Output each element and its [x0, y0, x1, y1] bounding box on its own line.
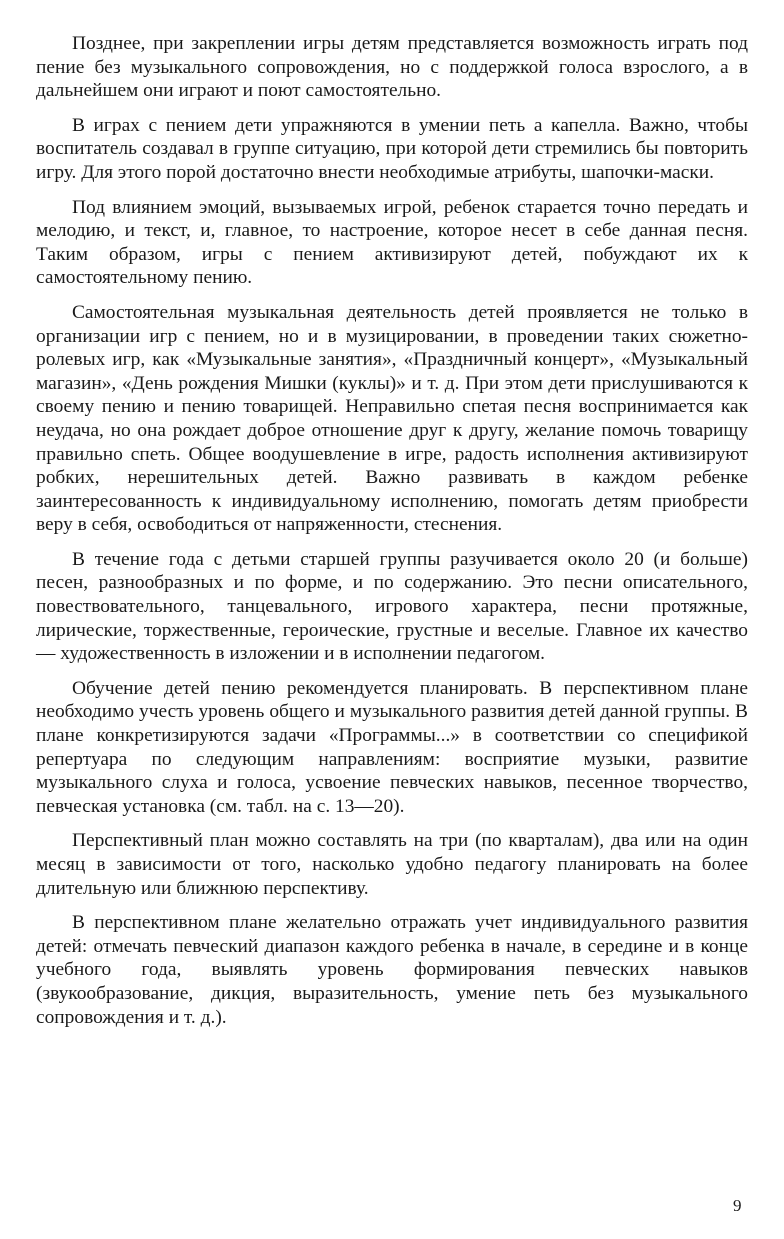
paragraph: В играх с пением дети упражняются в умении петь a капелла. Важно, чтобы воспитатель создавал в группе ситуацию, при которой дети стремились бы повторить игру. Для этого порой достаточно внести необходимые атрибуты, шапочки-маски. — [36, 114, 748, 183]
paragraph: В течение года с детьми старшей группы разучивается около 20 (и больше) песен, разнообразных и по форме, и по содержанию. Это песни описательного, повествовательного, танцевального, игрового характера, песни протяжные, лирические, торжественные, героические, грустные и веселые. Главное их качество — художественность в изложении и в исполнении педагогом. — [36, 548, 748, 665]
paragraph: Самостоятельная музыкальная деятельность детей проявляется не только в организации игр с пением, но и в музицировании, в проведении таких сюжетно-ролевых игр, как «Музыкальные занятия», «Праздничный концерт», «Музыкальный магазин», «День рождения Мишки (куклы)» и т. д. При этом дети прислушиваются к своему пению и пению товарищей. Неправильно спетая песня воспринимается как неудача, но она рождает доброе отношение друг к другу, желание помочь товарищу правильно спеть. Общее воодушевление в игре, радость исполнения активизируют робких, нерешительных детей. Важно развивать в каждом ребенке заинтересованность к индивидуальному исполнению, помогать детям приобрести веру в себя, освободиться от напряженности, стеснения. — [36, 301, 748, 536]
paragraph: Перспективный план можно составлять на три (по кварталам), два или на один месяц в зависимости от того, насколько удобно педагогу планировать на более длительную или ближнюю перспективу. — [36, 830, 748, 899]
page-body — [36, 32, 748, 1040]
paragraph: Позднее, при закреплении игры детям представляется возможность играть под пение без музыкального сопровождения, но с поддержкой голоса взрослого, а в дальнейшем они играют и поют самостоятельно. — [36, 33, 748, 102]
paragraph: В перспективном плане желательно отражать учет индивидуального развития детей: отмечать певческий диапазон каждого ребенка в начале, в середине и в конце учебного года, выявлять уровень формирования певческих навыков (звукообразование, дикция, выразительность, умение петь без музыкального сопровождения и т. д.). — [36, 912, 748, 1028]
paragraph: Под влиянием эмоций, вызываемых игрой, ребенок старается точно передать и мелодию, и текст, и, главное, то настроение, которое несет в себе данная песня. Таким образом, игры с пением активизируют детей, побуждают их к самостоятельному пению. — [36, 196, 748, 289]
page-number: 9 — [733, 1196, 742, 1215]
paragraph: Обучение детей пению рекомендуется планировать. В перспективном плане необходимо учесть уровень общего и музыкального развития детей данной группы. В плане конкретизируются задачи «Программы...» в соответствии со спецификой репертуара по следующим направлениям: восприятие музыки, развитие музыкального слуха и голоса, усвоение певческих навыков, песенное творчество, певческая установка (см. табл. на с. 13—20). — [36, 677, 748, 817]
